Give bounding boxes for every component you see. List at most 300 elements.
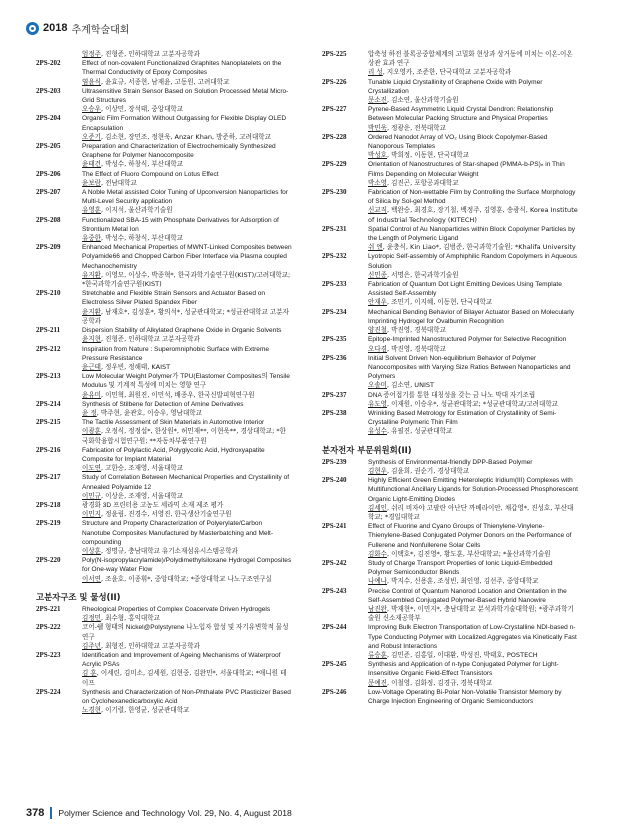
entry-title: Synthesis and Application of n-type Conjugated Polymer for Light-Insensitive Organic Field-Effect Transistors	[368, 661, 559, 678]
coauthors-affiliation: , 유필진, 성균관대학교	[386, 427, 453, 436]
presenter-name: 문소진	[368, 96, 387, 105]
entry-authors	[368, 400, 578, 409]
entry-authors	[368, 298, 578, 307]
program-entry	[36, 289, 292, 326]
coauthors-affiliation: , 정광운, 전북대학교	[386, 123, 446, 132]
presenter-name: 유도영	[368, 399, 387, 408]
coauthors-affiliation: , 박성수, 하창식, 부산대학교	[100, 234, 184, 243]
entry-authors	[368, 577, 578, 586]
entry-code: 2PS-203	[36, 86, 61, 95]
program-entry	[322, 391, 578, 409]
coauthors-affiliation: , 박주현, 윤관호, 이승우, 영남대학교	[96, 408, 202, 417]
entry-title: Enhanced Mechanical Properties of MWNT-Linked Composites between Polyamide66 and Chopped Carbon Fiber Interface via Plasma coupled Mechanochemistry	[82, 244, 292, 270]
entry-title: Mechanical Bending Behavior of Bilayer Actuator Based on Molecularly Imprinting Hydrogel for Ovalbumin Recognition	[368, 308, 574, 325]
entry-authors	[82, 206, 292, 215]
continued-authors: 엄정주, 진형준, 인하대학교 고분자공학과	[82, 50, 200, 58]
entry-authors	[368, 651, 578, 660]
entry-body	[368, 458, 578, 476]
entry-authors	[368, 467, 578, 476]
entry-authors	[82, 133, 292, 142]
entry-code: 2PS-227	[322, 105, 347, 114]
entry-authors	[368, 124, 578, 133]
entry-body	[368, 623, 578, 660]
entry-code: 2PS-245	[322, 660, 347, 669]
program-entry	[36, 446, 292, 474]
entry-body	[368, 409, 578, 437]
entry-body	[82, 170, 292, 188]
program-entry	[36, 59, 292, 87]
program-entry	[36, 418, 292, 446]
entry-title: Wrinkling Based Metrology for Estimation of Crystallinity of Semi-Crystalline Polymeric Thin Film	[368, 409, 557, 427]
coauthors-affiliation: , 진형준, 인하대학교 고분자공학과	[100, 335, 200, 344]
coauthors-affiliation: , 이철영, 김화정, 김경규, 경북대학교	[386, 678, 493, 687]
presenter-name: 김주년	[82, 641, 101, 650]
program-entry	[322, 252, 578, 280]
presenter-name: 나예나	[368, 577, 387, 586]
entry-authors	[82, 234, 292, 243]
entry-authors	[82, 547, 292, 556]
right-entry-list-2	[322, 458, 578, 706]
program-entry	[322, 188, 578, 225]
entry-code: 2PS-225	[322, 50, 347, 58]
entry-body	[368, 688, 578, 706]
entry-body	[368, 280, 578, 308]
entry-body	[368, 308, 578, 336]
program-entry	[322, 335, 578, 353]
entry-body	[82, 400, 292, 418]
presenter-name: 이민지	[82, 510, 101, 519]
entry-body	[82, 605, 292, 623]
presenter-name: 오승우	[82, 105, 101, 114]
entry-code: 2PS-215	[36, 418, 61, 427]
coauthors-affiliation: , 이택호*, 김진영*, 황도훈, 부산대학교; *울산과학기술원	[386, 549, 551, 558]
presenter-name: 유성수	[368, 427, 387, 436]
program-entry	[322, 354, 578, 391]
entry-body	[368, 188, 578, 225]
entry-authors	[368, 326, 578, 335]
presenter-name: 윤유미	[82, 390, 101, 399]
entry-title: 압축성 하전 블록공중합체계의 고밀화 현상과 상거동에 미치는 이온-이온 상관 효과 연구	[368, 51, 573, 68]
presenter-name: 김세인	[368, 503, 387, 512]
entry-authors	[82, 614, 292, 623]
entry-authors	[368, 96, 578, 105]
entry-authors	[82, 642, 292, 651]
entry-body	[82, 623, 292, 651]
entry-code: 2PS-239	[322, 457, 347, 466]
presenter-name: 오다겸	[368, 344, 387, 353]
entry-title: Study of Charge Transport Properties of Ionic Liquid-Embedded Polymer Semiconductor Blends	[368, 559, 553, 577]
entry-authors	[82, 669, 292, 687]
entry-title: Tunable Liquid Crystallinity of Graphene Oxide with Polymer Crystallization	[368, 78, 543, 95]
presenter-name: 오준기	[82, 132, 101, 141]
presenter-name: 이도연	[82, 464, 101, 473]
entry-code: 2PS-237	[322, 390, 347, 399]
presenter-name: 김화수	[368, 549, 387, 558]
entry-title: Organic Film Formation Without Outgassing for Flexible Display OLED Encapsulation	[82, 115, 287, 132]
entry-code: 2PS-231	[322, 224, 347, 233]
coauthors-affiliation: , 박재현*, 이민지*, 충남대학교 분석과학기술대학원; *광주과학기술원 신소재공학부	[368, 604, 574, 623]
entry-code: 2PS-202	[36, 59, 61, 68]
program-entry	[36, 688, 292, 716]
entry-title: Synthesis of Stilbene for Detection of Amine Derivatives	[82, 400, 244, 408]
entry-title: Pyrene-Based Asymmetric Liquid Crystal Dendron: Relationship Between Molecular Packing Structure and Physical Properties	[368, 106, 554, 123]
entry-authors	[368, 504, 578, 522]
entry-code: 2PS-236	[322, 353, 347, 362]
presenter-name: 유영훈	[82, 206, 101, 215]
program-entry	[36, 188, 292, 216]
right-entry-list	[322, 50, 578, 437]
entry-authors	[368, 271, 578, 280]
program-entry	[322, 409, 578, 437]
entry-body	[82, 142, 292, 170]
left-entry-list	[36, 59, 292, 584]
program-entry	[36, 216, 292, 244]
entry-body	[82, 188, 292, 216]
entry-code: 2PS-234	[322, 307, 347, 316]
entry-authors	[368, 151, 578, 160]
presenter-name: 윤보람	[82, 178, 101, 187]
program-entry	[36, 170, 292, 188]
presenter-name: 안재우	[368, 298, 387, 307]
entry-code: 2PS-212	[36, 344, 61, 353]
entry-authors	[82, 78, 292, 87]
entry-body	[368, 660, 578, 688]
entry-authors	[368, 605, 578, 623]
coauthors-affiliation: , 고한승, 조재영, 서울대학교	[100, 464, 184, 473]
entry-authors	[82, 409, 292, 418]
program-entry	[36, 243, 292, 289]
program-entry	[322, 688, 578, 706]
entry-body	[368, 105, 578, 133]
coauthors-affiliation: , 김소현, 장민조, 정현욱, Anzar Khan, 방준하, 고려대학교	[100, 132, 271, 141]
right-column	[322, 50, 578, 706]
entry-title: Dispersion Stability of Alkylated Graphene Oxide in Organic Solvents	[82, 327, 282, 335]
entry-code: 2PS-204	[36, 114, 61, 123]
entry-title: Precise Control of Quantum Nanorod Location and Orientation in the Self-Assembled Conjugated Polymer-Based Hybrid Nanowire	[368, 587, 567, 604]
entry-body	[82, 243, 292, 289]
entry-title: Fabrication of Non-wettable Film by Controlling the Surface Morphology of Silica by Sol-gel Method	[368, 189, 576, 206]
program-entry	[36, 326, 292, 344]
entry-code: 2PS-210	[36, 289, 61, 298]
presenter-name: 이상훈	[82, 546, 101, 555]
entry-authors	[82, 510, 292, 519]
entry-authors	[82, 464, 292, 473]
entry-body	[368, 50, 578, 78]
entry-code: 2PS-233	[322, 280, 347, 289]
coauthors-affiliation: , 백완승, 최경호, 장기철, 백정주, 김영훈, 송광식, Korea Institute of Industrial Technology (KITECH)	[368, 206, 578, 224]
coauthors-affiliation: , 전남대학교	[100, 178, 137, 187]
coauthors-affiliation: , 쉬리 비자야 고팔란 아난단 까베라이안, 채갑영*, 진성호, 부산대학교; *경일대학교	[368, 503, 574, 521]
entry-authors	[368, 550, 578, 559]
coauthors-affiliation: , 서명은, 한국과학기술원	[386, 270, 459, 279]
entry-code: 2PS-206	[36, 169, 61, 178]
page-footer	[26, 806, 292, 820]
entry-title: Fabrication of Quantum Dot Light Emitting Devices Using Template Assisted Self-Assembly	[368, 281, 562, 298]
coauthors-affiliation: , 오정식, 정정섭*, 한상원*, 허민재**, 이현욱**, 경상대학교; *한국화학융합시험연구원; **자동차부품연구원	[82, 427, 286, 445]
entry-body	[82, 446, 292, 474]
presenter-name: 염윤식	[82, 77, 101, 86]
presenter-name: 윤근태	[82, 362, 101, 371]
program-entry	[36, 605, 292, 623]
entry-title: Functionalized SBA-15 with Phosphate Derivatives for Adsorption of Strontium Metal Ion	[82, 216, 279, 233]
entry-authors	[368, 381, 578, 390]
program-entry	[322, 476, 578, 522]
entry-body	[82, 651, 292, 688]
coauthors-affiliation: , 김진곤, 포항공과대학교	[386, 178, 459, 187]
conference-logo-icon	[26, 22, 39, 35]
entry-title: Effect of non-covalent Functionalized Graphites Nanoplatelets on the Thermal Conductivity of Epoxy Composites	[82, 60, 282, 77]
coauthors-affiliation: , 박희정, 이동현, 단국대학교	[386, 151, 470, 160]
header-year: 2018	[43, 22, 68, 34]
presenter-name: 유지환	[82, 270, 101, 279]
entry-body	[368, 335, 578, 353]
coauthors-affiliation: , 이세린, 김미소, 김세원, 김현중, 김완민*, 서울대학교; *애니원 테이프	[82, 669, 287, 687]
program-entry	[322, 133, 578, 161]
entry-code: 2PS-235	[322, 335, 347, 344]
entry-code: 2PS-222	[36, 623, 61, 632]
program-entry	[322, 522, 578, 559]
presenter-name: 신민종	[368, 270, 387, 279]
entry-code: 2PS-243	[322, 586, 347, 595]
entry-body	[82, 216, 292, 244]
coauthors-affiliation: , 지오영카, 조준한, 단국대학교 고분자공학과	[382, 68, 512, 77]
entry-title: Stretchable and Flexible Strain Sensors and Actuator Based on Electroless Silver Plated Spandex Fiber	[82, 290, 266, 307]
entry-body	[368, 476, 578, 522]
entry-code: 2PS-224	[36, 687, 61, 696]
coauthors-affiliation: , 이민혁, 최원진, 이민석, 배종우, 한국신발피혁연구원	[100, 390, 255, 399]
entry-authors	[368, 206, 578, 224]
entry-authors	[368, 179, 578, 188]
presenter-name: 양진철	[368, 326, 387, 335]
entry-code: 2PS-219	[36, 519, 61, 528]
entry-authors	[82, 706, 292, 715]
program-entry	[36, 473, 292, 501]
presenter-name: 신교직	[368, 206, 387, 215]
program-entry	[36, 345, 292, 373]
entry-code: 2PS-246	[322, 687, 347, 696]
entry-body	[82, 114, 292, 142]
entry-authors	[368, 68, 578, 77]
entry-title: Study of Correlation Between Mechanical Properties and Crystallinity of Annealed Polyamide 12	[82, 474, 290, 491]
entry-title: A Noble Metal assisted Color Tuning of Upconversion Nanoparticles for Multi-Level Security application	[82, 189, 288, 206]
program-entry	[322, 308, 578, 336]
presenter-name: 윤 정	[82, 408, 97, 417]
entry-title: 광경화 3D 프린터용 고농도 세라믹 소재 제조 평가	[82, 501, 224, 509]
presenter-name: 윤지환	[82, 307, 101, 316]
entry-code: 2PS-221	[36, 604, 61, 613]
coauthors-affiliation: , 박진영, 경북대학교	[386, 326, 446, 335]
entry-code: 2PS-244	[322, 623, 347, 632]
journal-citation: Polymer Science and Technology Vol. 29, No. 4, August 2018	[58, 808, 292, 818]
entry-body	[82, 372, 292, 400]
coauthors-affiliation: , 이영모, 이상수, 박종혁*, 한국과학기술연구원(KIST)/고려대학교; *한국과학기술연구원(KIST)	[82, 270, 291, 289]
coauthors-affiliation: , 김윤희, 권순기, 경상대학교	[386, 466, 470, 475]
presenter-name: 이민규	[82, 491, 101, 500]
entry-body	[368, 160, 578, 188]
coauthors-affiliation: , 김민준, 김홍일, 이대환, 박성진, 박태호, POSTECH	[386, 651, 538, 659]
entry-code: 2PS-230	[322, 188, 347, 197]
entry-code: 2PS-216	[36, 445, 61, 454]
entry-code: 2PS-217	[36, 473, 61, 482]
coauthors-affiliation: , 이재원, 이승우*, 성균관대학교; *성균관대학교/고려대학교	[386, 399, 558, 408]
program-entry	[322, 660, 578, 688]
entry-code: 2PS-211	[36, 326, 61, 335]
program-entry	[36, 556, 292, 584]
program-entry	[36, 87, 292, 115]
entry-body	[82, 473, 292, 501]
entry-body	[368, 133, 578, 161]
page-number: 378	[26, 807, 45, 819]
entry-authors	[82, 160, 292, 169]
entry-authors	[82, 363, 292, 372]
entry-body	[368, 354, 578, 391]
coauthors-affiliation: , 정윤림, 진경수, 서영진, 한국생산기술연구원	[100, 510, 232, 519]
program-entry	[322, 78, 578, 106]
entry-code: 2PS-241	[322, 522, 347, 531]
entry-title: Low Molecular Weight Polymer가 TPU(Elastomer Composites의 Tensile Modulus 및 기계적 특성에 미치는 영향 연구	[82, 373, 290, 390]
presenter-name: 쉬 엔	[368, 243, 383, 252]
coauthors-affiliation: , 최수형, 홍익대학교	[100, 614, 160, 623]
entry-title: 코어-쉘 형태의 Nickel@Polystyrene 나노입자 합성 및 자기유변학적 물성 연구	[82, 624, 289, 641]
entry-body	[82, 87, 292, 115]
entry-body	[82, 418, 292, 446]
program-entry	[322, 559, 578, 587]
entry-body	[82, 345, 292, 373]
program-entry	[36, 400, 292, 418]
entry-body	[368, 522, 578, 559]
coauthors-affiliation: , 남재호*, 김성훈*, 황의석*, 성균관대학교; *성균관대학교 고분자공학과	[82, 307, 289, 325]
entry-code: 2PS-214	[36, 399, 61, 408]
entry-code: 2PS-213	[36, 372, 61, 381]
coauthors-affiliation: , 윤효규, 서종현, 남재윤, 고동원, 고려대학교	[100, 77, 230, 86]
entry-code: 2PS-228	[322, 132, 347, 141]
program-entry	[322, 587, 578, 624]
entry-body	[82, 556, 292, 584]
entry-authors	[82, 391, 292, 400]
left-column	[36, 50, 292, 715]
entry-title: Ultrasensitive Strain Sensor Based on Solution Processed Metal Micro-Grid Structures	[82, 87, 289, 105]
program-entry	[36, 114, 292, 142]
entry-authors	[82, 492, 292, 501]
coauthors-affiliation: , 이기렬, 한영균, 성균관대학교	[100, 706, 190, 715]
entry-title: Epitope-Imprinted Nanostructured Polymer for Selective Recognition	[368, 336, 567, 344]
coauthors-affiliation: , 조민기, 이지혜, 이동현, 단국대학교	[386, 298, 493, 307]
entry-title: Inspiration from Nature : Superomniphobic Surface with Extreme Pressure Resistance	[82, 345, 270, 362]
entry-body	[368, 252, 578, 280]
presenter-name: 박민욱	[368, 123, 387, 132]
entry-authors	[82, 179, 292, 188]
entry-title: Rheological Properties of Complex Coacervate Driven Hydrogels	[82, 605, 271, 613]
entry-body	[82, 688, 292, 716]
program-entry	[36, 519, 292, 556]
coauthors-affiliation: , 박성수, 하창식, 부산대학교	[100, 160, 184, 169]
entry-authors	[82, 271, 292, 289]
presenter-name: 이광훈	[82, 427, 101, 436]
entry-authors	[82, 105, 292, 114]
entry-body	[82, 501, 292, 519]
entry-title: Effect of Fluorine and Cyano Groups of Thienylene-Vinylene-Thienylene-Based Conjugated Polymer Donors on the Performance of Fullerene and Nonfullerene Solar Cells	[368, 523, 572, 549]
entry-body	[368, 559, 578, 587]
entry-body	[82, 326, 292, 344]
footer-divider	[50, 807, 52, 819]
coauthors-affiliation: , 김소연, UNIST	[386, 381, 435, 390]
program-entry	[322, 623, 578, 660]
entry-authors	[82, 308, 292, 326]
presenter-name: 박성호	[368, 151, 387, 160]
entry-authors	[82, 427, 292, 445]
entry-code: 2PS-207	[36, 188, 61, 197]
coauthors-affiliation: , 이지석, 울산과학기술원	[100, 206, 173, 215]
entry-title: Lyotropic Self-assembly of Amphiphilic Random Copolymers in Aqueous Solution	[368, 253, 577, 270]
program-entry	[322, 50, 578, 78]
header-title: 추계학술대회	[71, 24, 130, 36]
presenter-name: 윤지현	[82, 335, 101, 344]
entry-body	[368, 225, 578, 253]
presenter-name: 남진완	[368, 604, 387, 613]
entry-body	[368, 78, 578, 106]
entry-title: Synthesis of Environmental-friendly DPP-Based Polymer	[368, 458, 533, 466]
entry-authors	[82, 575, 292, 584]
entry-authors	[368, 679, 578, 688]
coauthors-affiliation: , 정우빈, 정해태, KAIST	[100, 362, 171, 371]
entry-code: 2PS-205	[36, 142, 61, 151]
page-header	[26, 20, 129, 36]
program-entry	[36, 501, 292, 519]
entry-title: Improving Bulk Electron Transportation of Low-Crystalline NDI-based n-Type Conducting Polymer with Localized Aggregates via Kinetically Fast and Robust Interactions	[368, 624, 577, 650]
entry-title: DNA 증어접기를 통한 대칭성을 갖는 금 나노 막대 자기조립	[368, 391, 536, 399]
entry-body	[82, 59, 292, 87]
entry-title: Spatial Control of Au Nanoparticles within Block Copolymer Particles by the Length of Polymeric Ligand	[368, 225, 576, 243]
entry-title: Identification and Improvement of Ageing Mechanisms of Waterproof Acrylic PSAs	[82, 652, 281, 669]
entry-code: 2PS-229	[322, 160, 347, 169]
presenter-name: 이서연	[82, 574, 101, 583]
entry-title: Highly Efficient Green Emitting Heteroleptic Iridium(III) Complexes with Multifunctional Ancillary Ligands for Solution-Processed Phosphorescent Organic Light-Emitting Diodes	[368, 477, 578, 503]
entry-code: 2PS-218	[36, 500, 61, 509]
presenter-name: 노경현	[82, 706, 101, 715]
entry-code: 2PS-238	[322, 408, 347, 417]
section-heading: 고분자구조 및 물성(II)	[36, 591, 121, 602]
entry-code: 2PS-223	[36, 651, 61, 659]
program-entry	[322, 225, 578, 253]
presenter-name: 김정민	[82, 614, 101, 623]
coauthors-affiliation: , 박지수, 신용훈, 조성빈, 최인영, 김선주, 중앙대학교	[386, 577, 539, 586]
entry-code: 2PS-208	[36, 215, 61, 224]
section-heading: 분자전자 부문위원회(II)	[322, 444, 412, 455]
entry-body	[82, 289, 292, 326]
entry-code: 2PS-209	[36, 243, 61, 252]
presenter-name: 김 훈	[82, 669, 97, 678]
program-entry	[322, 280, 578, 308]
program-entry	[322, 458, 578, 476]
entry-title: The Tactile Assessment of Skin Materials in Automotive Interior	[82, 419, 265, 427]
entry-code: 2PS-242	[322, 558, 347, 567]
entry-title: Poly(N-isopropylacrylamide)/Polydimethylsiloxane Hydrogel Composites for One-way Water Flow	[82, 557, 292, 574]
presenter-name: 김현우	[368, 466, 387, 475]
presenter-name: 오솔미	[368, 381, 387, 390]
entry-code: 2PS-220	[36, 556, 61, 565]
entry-title: Synthesis and Characterization of Non-Phthalate PVC Plasticizer Based on Cyclohexanedicarboxylic Acid	[82, 688, 291, 706]
coauthors-affiliation: , 박진영, 경북대학교	[386, 344, 446, 353]
program-entry	[36, 372, 292, 400]
presenter-name: 류승훈	[368, 651, 387, 659]
entry-code: 2PS-226	[322, 77, 347, 86]
coauthors-affiliation: , 윤충식, Kin Liao*, 김범준, 한국과학기술원; *Khalifa University	[382, 243, 576, 252]
entry-title: The Effect of Fluoro Compound on Lotus Effect	[82, 170, 219, 178]
coauthors-affiliation: , 조윤호, 이종휘*, 중앙대학교; *중앙대학교 나노구조연구실	[100, 574, 272, 583]
entry-title: Structure and Property Characterization of Polyerylate/Carbon Nanotube Composites Manufactured by Masterbatching and Melt-compounding	[82, 520, 274, 546]
coauthors-affiliation: , 이상운, 조재영, 서울대학교	[100, 491, 184, 500]
entry-authors	[82, 335, 292, 344]
